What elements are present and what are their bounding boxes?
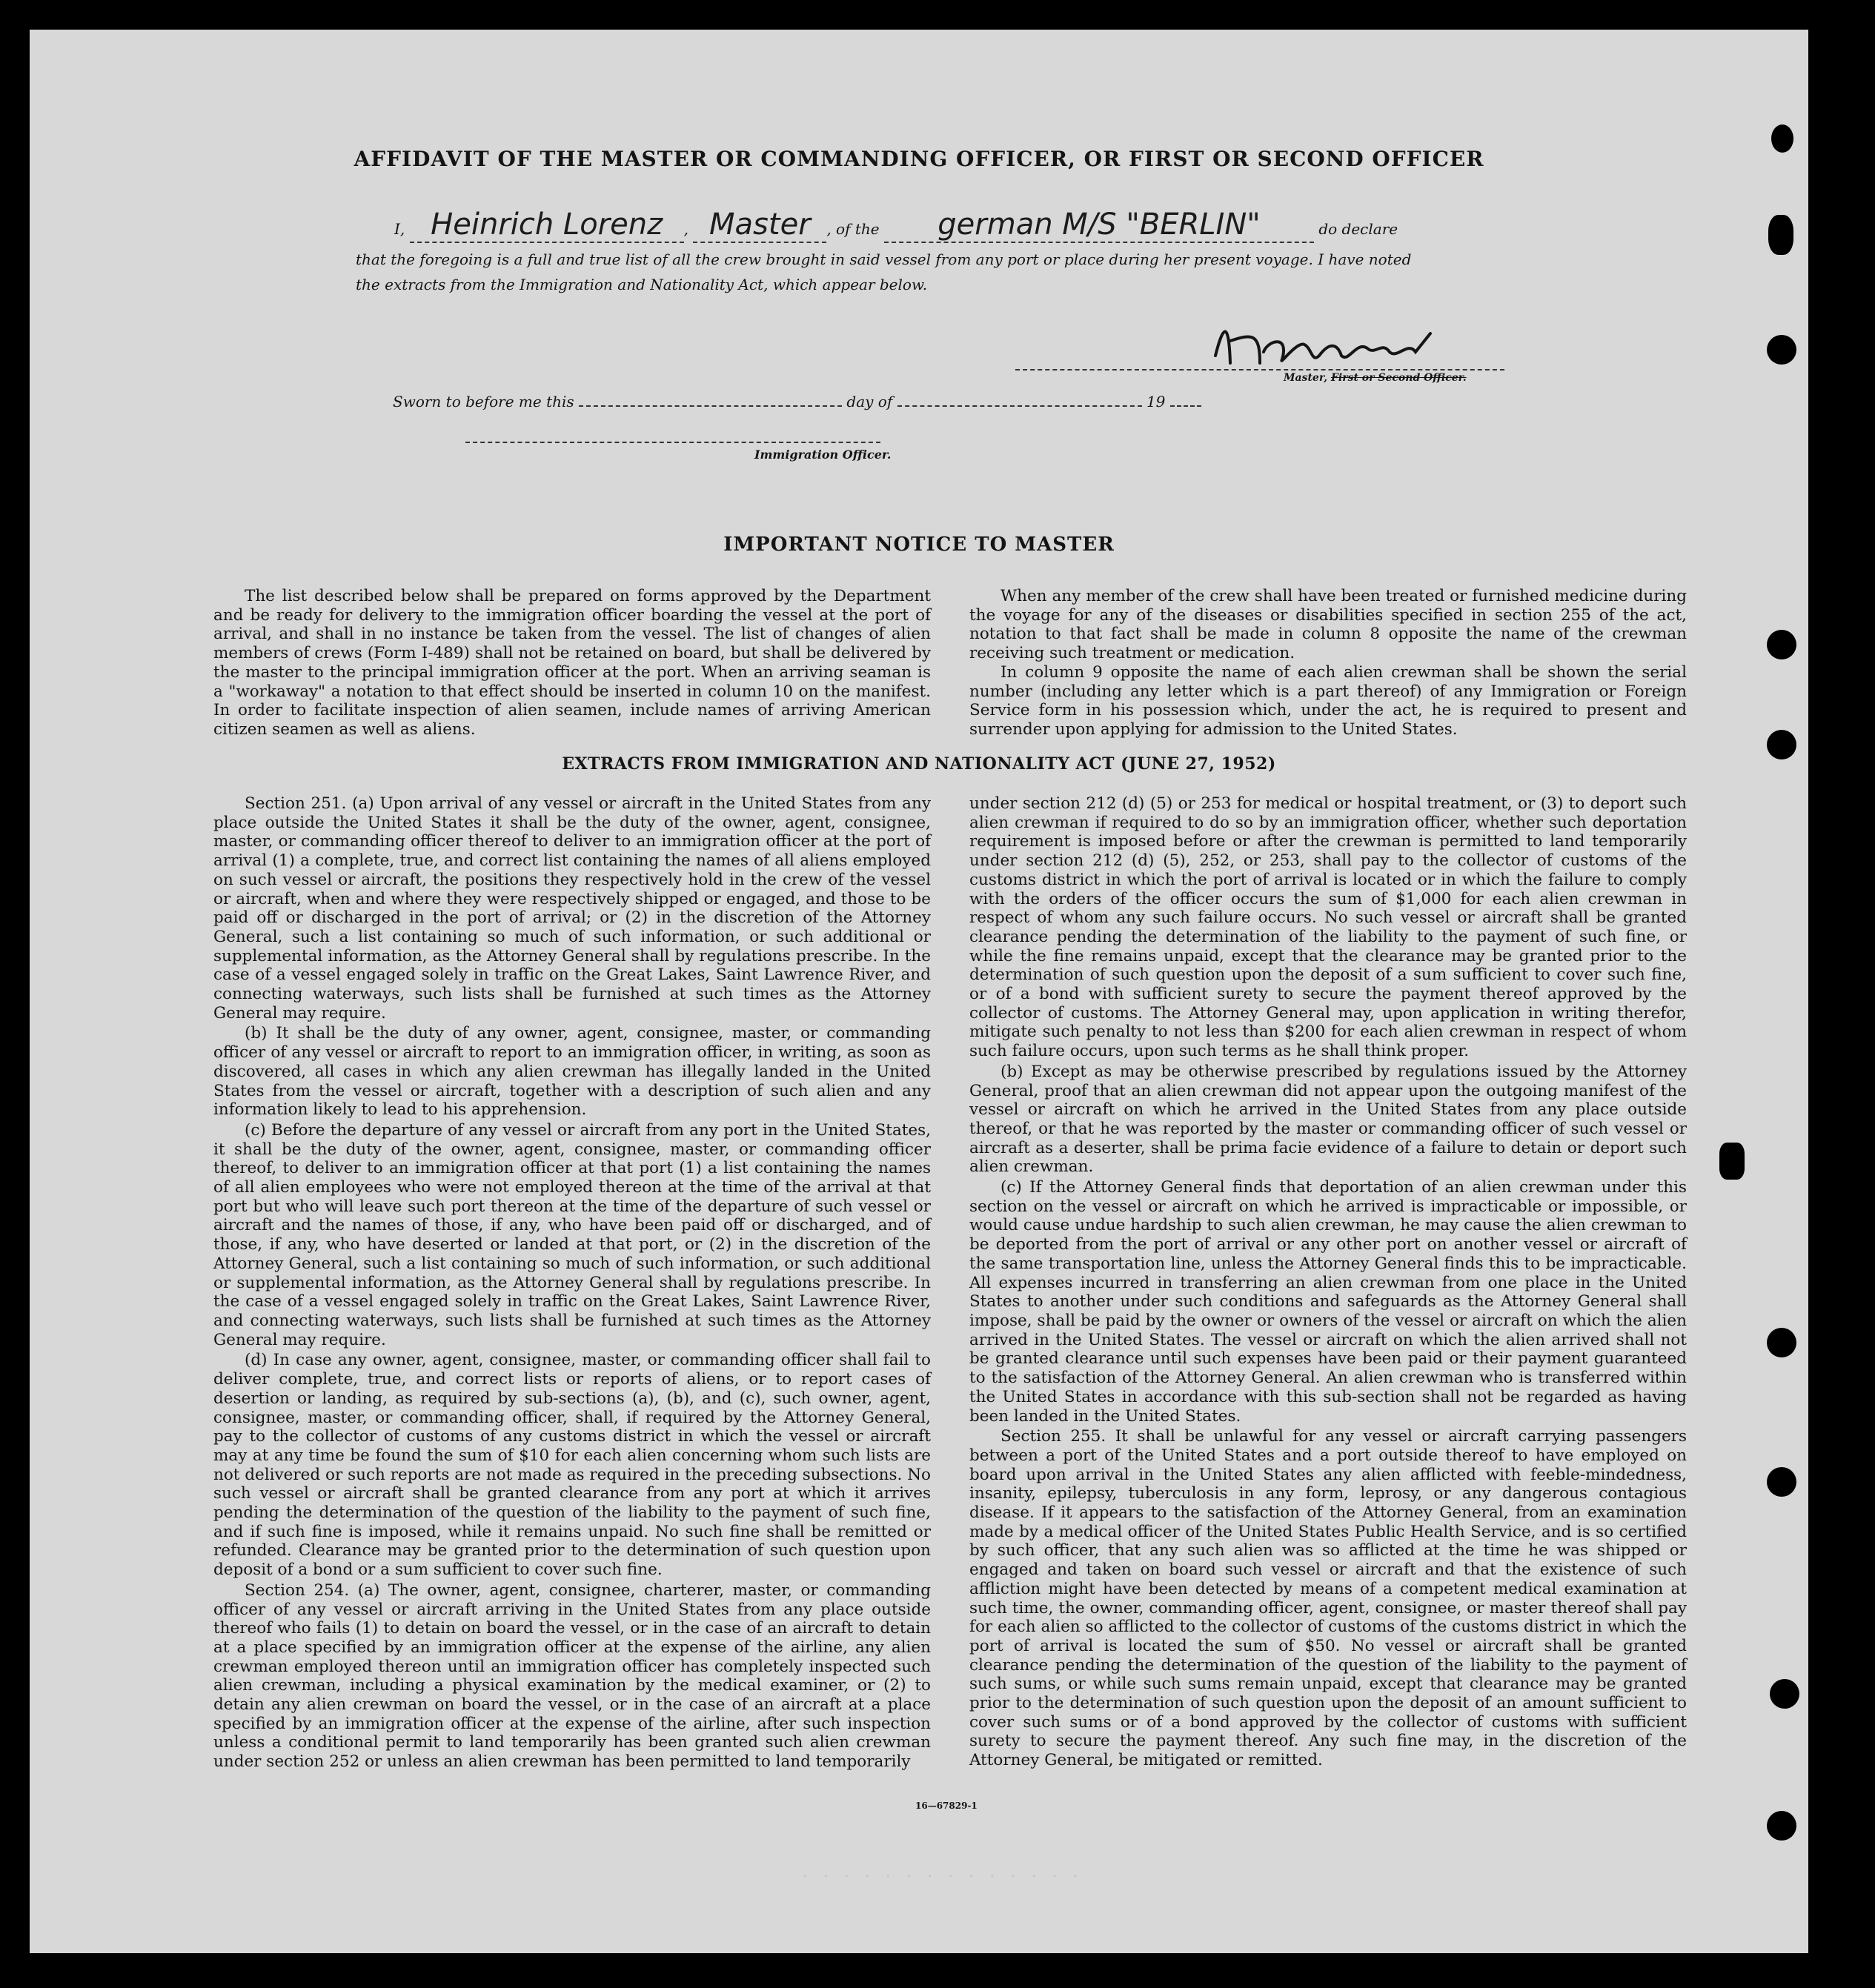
section-251a: Section 251. (a) Upon arrival of any vessel or aircraft in the United States from any place outside the United States it shall be the duty of the owner, agent, consignee, master, or commanding officer thereof to deliver to an immigration officer at the port of arrival (1) a complete, true, and correct list containing the names of all aliens employed on such vessel or aircraft, the positions they respectively hold in the crew of the vessel or aircraft, when and where they were respectively shipped or engaged, and those to be paid off or discharged in the port of arrival; or (2) in the discretion of the Attorney General, such a list containing so much of such information, or such additional or supplemental information, as the Attorney General shall by regulations prescribe. In the case of a vessel engaged solely in traffic on the Great Lakes, Saint Lawrence River, and connecting waterways, such lists shall be furnished at such times as the Attorney General may require. (213, 794, 931, 1023)
binder-hole (1770, 1679, 1799, 1709)
i-label: I, (394, 220, 405, 238)
declarant-rank: Master (709, 207, 811, 242)
do-declare-label: do declare (1318, 220, 1398, 238)
notice-left-paragraph: The list described below shall be prepared on forms approved by the Department and be ready for delivery to the immigration officer boarding the vessel at the port of arrival, and shall in no instance be taken from the vessel. The list of changes of alien members of crews (Form I-489) shall not be retained on board, but shall be delivered by the master to the principal immigration officer at the port. When an arriving seaman is a "workaway" a notation to that effect should be inserted in column 10 on the manifest. In order to facilitate inspection of alien seamen, include names of arriving American citizen seamen as well as aliens. (213, 587, 931, 739)
binder-hole (1767, 630, 1796, 659)
notice-title: IMPORTANT NOTICE TO MASTER (723, 533, 1115, 556)
section-251c: (c) Before the departure of any vessel or aircraft from any port in the United States, it shall be the duty of the owner, agent, consignee, master, or commanding officer thereof, to deliver to an immigration officer at that port (1) a list containing the names of all alien employees who were not employed thereon at the time of the arrival at that port but who will leave such port thereon at the time of the departure of such vessel or aircraft and the names of those, if any, who have been paid off or discharged, and of those, if any, who have deserted or landed at that port, or (2) in the discretion of the Attorney General, such a list containing so much of such information, or such additional or supplemental information, as the Attorney General shall by regulations prescribe. In the case of a vessel engaged solely in traffic on the Great Lakes, Saint Lawrence River, and connecting waterways, such lists shall be furnished at such times as the Attorney General may require. (213, 1120, 931, 1349)
binder-hole (1767, 1811, 1796, 1841)
notice-right-paragraph-1: When any member of the crew shall have been treated or furnished medicine during the voyage for any of the diseases or disabilities specified in section 255 of the act, notation to that fact shall be made in column 8 opposite the name of the crewman receiving such treatment or medication. (969, 587, 1687, 663)
notice-right-column (969, 587, 1687, 739)
section-254b: (b) Except as may be otherwise prescribed by regulations issued by the Attorney General, proof that an alien crewman did not appear upon the outgoing manifest of the vessel or aircraft on which he arrived in the United States from any place outside thereof, or that he was reported by the master or commanding officer of such vessel or aircraft as a deserter, shall be prima facie evidence of a failure to detain or deport such alien crewman. (969, 1062, 1687, 1177)
extracts-right-column (969, 794, 1687, 1772)
signature-caption-struck: First or Second Officer. (1330, 372, 1467, 384)
binder-hole (1768, 215, 1793, 255)
signature-line (1015, 369, 1504, 370)
vessel-name: german M/S "BERLIN" (938, 207, 1261, 242)
signature-caption (1284, 372, 1467, 384)
declarant-name-field (410, 207, 684, 243)
extracts-left-column (213, 794, 931, 1773)
section-251b: (b) It shall be the duty of any owner, agent, consignee, master, or commanding officer of any vessel or aircraft to report to an immigration officer, in writing, as soon as discovered, all cases in which any alien crewman has illegally landed in the United States from the vessel or aircraft, together with a description of such alien and any information likely to lead to his apprehension. (213, 1024, 931, 1120)
document-page (30, 30, 1808, 1953)
section-255: Section 255. It shall be unlawful for any vessel or aircraft carrying passengers between a port of the United States and a port outside thereof to have employed on board upon arrival in the United States any alien afflicted with feeble-mindedness, insanity, epilepsy, tuberculosis in any form, leprosy, or any dangerous contagious disease. If it appears to the satisfaction of the Attorney General, from an examination made by a medical officer of the United States Public Health Service, and is so certified by such officer, that any such alien was so afflicted at the time he was shipped or engaged and taken on board such vessel or aircraft and that the existence of such affliction might have been detected by means of a competent medical examination at such time, the owner, commanding officer, agent, consignee, or master thereof shall pay for each alien so afflicted to the collector of customs of the customs district in which the port of arrival is located the sum of $50. No vessel or aircraft shall be granted clearance pending the determination of the question of the liability to the payment of such sums, or while such sums remain unpaid, except that clearance may be granted prior to the determination of such question upon the deposit of an amount sufficient to cover such sums or of a bond approved by the collector of customs with sufficient surety to secure the payment thereof. Any such fine may, in the discretion of the Attorney General, be mitigated or remitted. (969, 1427, 1687, 1770)
sworn-month-field (897, 405, 1142, 407)
of-the-label: , of the (826, 220, 880, 238)
declarant-line: I, Heinrich Lorenz , Master , of the german M/S "BERLIN" do declare (394, 207, 1398, 242)
section-254c: (c) If the Attorney General finds that deportation of an alien crewman under this section on the vessel or aircraft on which he arrived is impracticable or impossible, or would cause undue hardship to such alien crewman, he may cause the alien crewman to be deported from the port of arrival or any other port on another vessel or aircraft of the same transportation line, unless the Attorney General finds this to be impracticable. All expenses incurred in transferring an alien crewman from one place in the United States to another under such conditions and safeguards as the Attorney General shall impose, shall be paid by the owner or owners of the vessel or aircraft on which the alien arrived in the United States. The vessel or aircraft on which the alien arrived shall not be granted clearance until such expenses have been paid or their payment guaranteed to the satisfaction of the Attorney General. An alien crewman who is transferred within the United States in accordance with this sub-section shall not be regarded as having been landed in the United States. (969, 1178, 1687, 1426)
extracts-title: EXTRACTS FROM IMMIGRATION AND NATIONALITY ACT (JUNE 27, 1952) (562, 754, 1276, 774)
notice-right-paragraph-2: In column 9 opposite the name of each alien crewman shall be shown the serial number (including any letter which is a part thereof) of any Immigration or Foreign Service form in his possession which, under the act, he is required to present and surrender upon applying for admission to the United States. (969, 662, 1687, 739)
binder-hole (1767, 1467, 1796, 1497)
binder-hole (1767, 1328, 1796, 1357)
section-254a-continued: under section 212 (d) (5) or 253 for medical or hospital treatment, or (3) to deport such alien crewman if required to do so by an immigration officer, whether such deportation requirement is imposed before or after the crewman is permitted to land temporarily under section 212 (d) (5), 252, or 253, shall pay to the collector of customs of the customs district in which the port of arrival is located or in which the failure to comply with the orders of the officer occurs the sum of $1,000 for each alien crewman in respect of whom any such failure occurs. No such vessel or aircraft shall be granted clearance pending the determination of the liability to the payment of such fine, or while the fine remains unpaid, except that the clearance may be granted prior to the determination of such question upon the deposit of a sum sufficient to cover such fine, or of a bond with sufficient surety to secure the payment thereof approved by the collector of customs. The Attorney General may, upon application in writing therefor, mitigate such penalty to not less than $200 for each alien crewman in respect of whom such failure occurs, upon such terms as he shall think proper. (969, 794, 1687, 1061)
section-251d: (d) In case any owner, agent, consignee, master, or commanding officer shall fail to deliver complete, true, and correct lists or reports of aliens, or to report cases of desertion or landing, as required by sub-sections (a), (b), and (c), such owner, agent, consignee, master, or commanding officer, shall, if required by the Attorney General, pay to the collector of customs of any customs district in which the vessel or aircraft may at any time be found the sum of $10 for each alien concerning whom such lists are not delivered or such reports are not made as required in the preceding subsections. No such vessel or aircraft shall be granted clearance from any port at which it arrives pending the determination of the question of the liability to the payment of such fine, and if such fine is imposed, while it remains unpaid. No such fine shall be remitted or refunded. Clearance may be granted prior to the determination of such question upon deposit of a bond or a sum sufficient to cover such fine. (213, 1351, 931, 1580)
form-number: 16—67829-1 (915, 1801, 978, 1811)
sworn-line (393, 393, 1201, 410)
section-254a: Section 254. (a) The owner, agent, consignee, charterer, master, or commanding officer of any vessel or aircraft arriving in the United States from any place outside thereof who fails (1) to detain on board the vessel, or in the case of an aircraft to detain at a place specified by an immigration officer at the expense of the airline, any alien crewman employed thereon until an immigration officer has completely inspected such alien crewman, including a physical examination by the medical examiner, or (2) to detain any alien crewman on board the vessel, or in the case of an aircraft at a place specified by an immigration officer at the expense of the airline, after such inspection unless a conditional permit to land temporarily has been granted such alien crewman under section 252 or unless an alien crewman has been permitted to land temporarily (213, 1580, 931, 1772)
signature-caption-master: Master, (1284, 372, 1331, 384)
rank-field (693, 207, 826, 243)
sworn-day-field (579, 405, 842, 407)
notice-left-column (213, 587, 931, 739)
immigration-officer-line (465, 442, 880, 443)
sworn-year-field (1170, 405, 1201, 407)
declarant-name: Heinrich Lorenz (431, 207, 663, 242)
declaration-line-2: the extracts from the Immigration and Nationality Act, which appear below. (356, 276, 928, 293)
affidavit-title: AFFIDAVIT OF THE MASTER OR COMMANDING OFFICER, OR FIRST OR SECOND OFFICER (354, 147, 1484, 171)
binder-hole (1767, 335, 1796, 365)
bleed-through-text: · · · · · · · · · · · · · · (800, 1867, 1082, 1885)
immigration-officer-label: Immigration Officer. (754, 448, 892, 462)
year-label: 19 (1146, 393, 1166, 410)
sworn-label: Sworn to before me this (393, 393, 574, 410)
declaration-line-1: that the foregoing is a full and true list of all the crew brought in said vessel from any port or place during her present voyage. I have noted (356, 250, 1412, 268)
master-signature (1208, 311, 1490, 370)
binder-hole (1719, 1143, 1745, 1180)
day-of-label: day of (846, 393, 893, 410)
vessel-field (884, 207, 1314, 243)
